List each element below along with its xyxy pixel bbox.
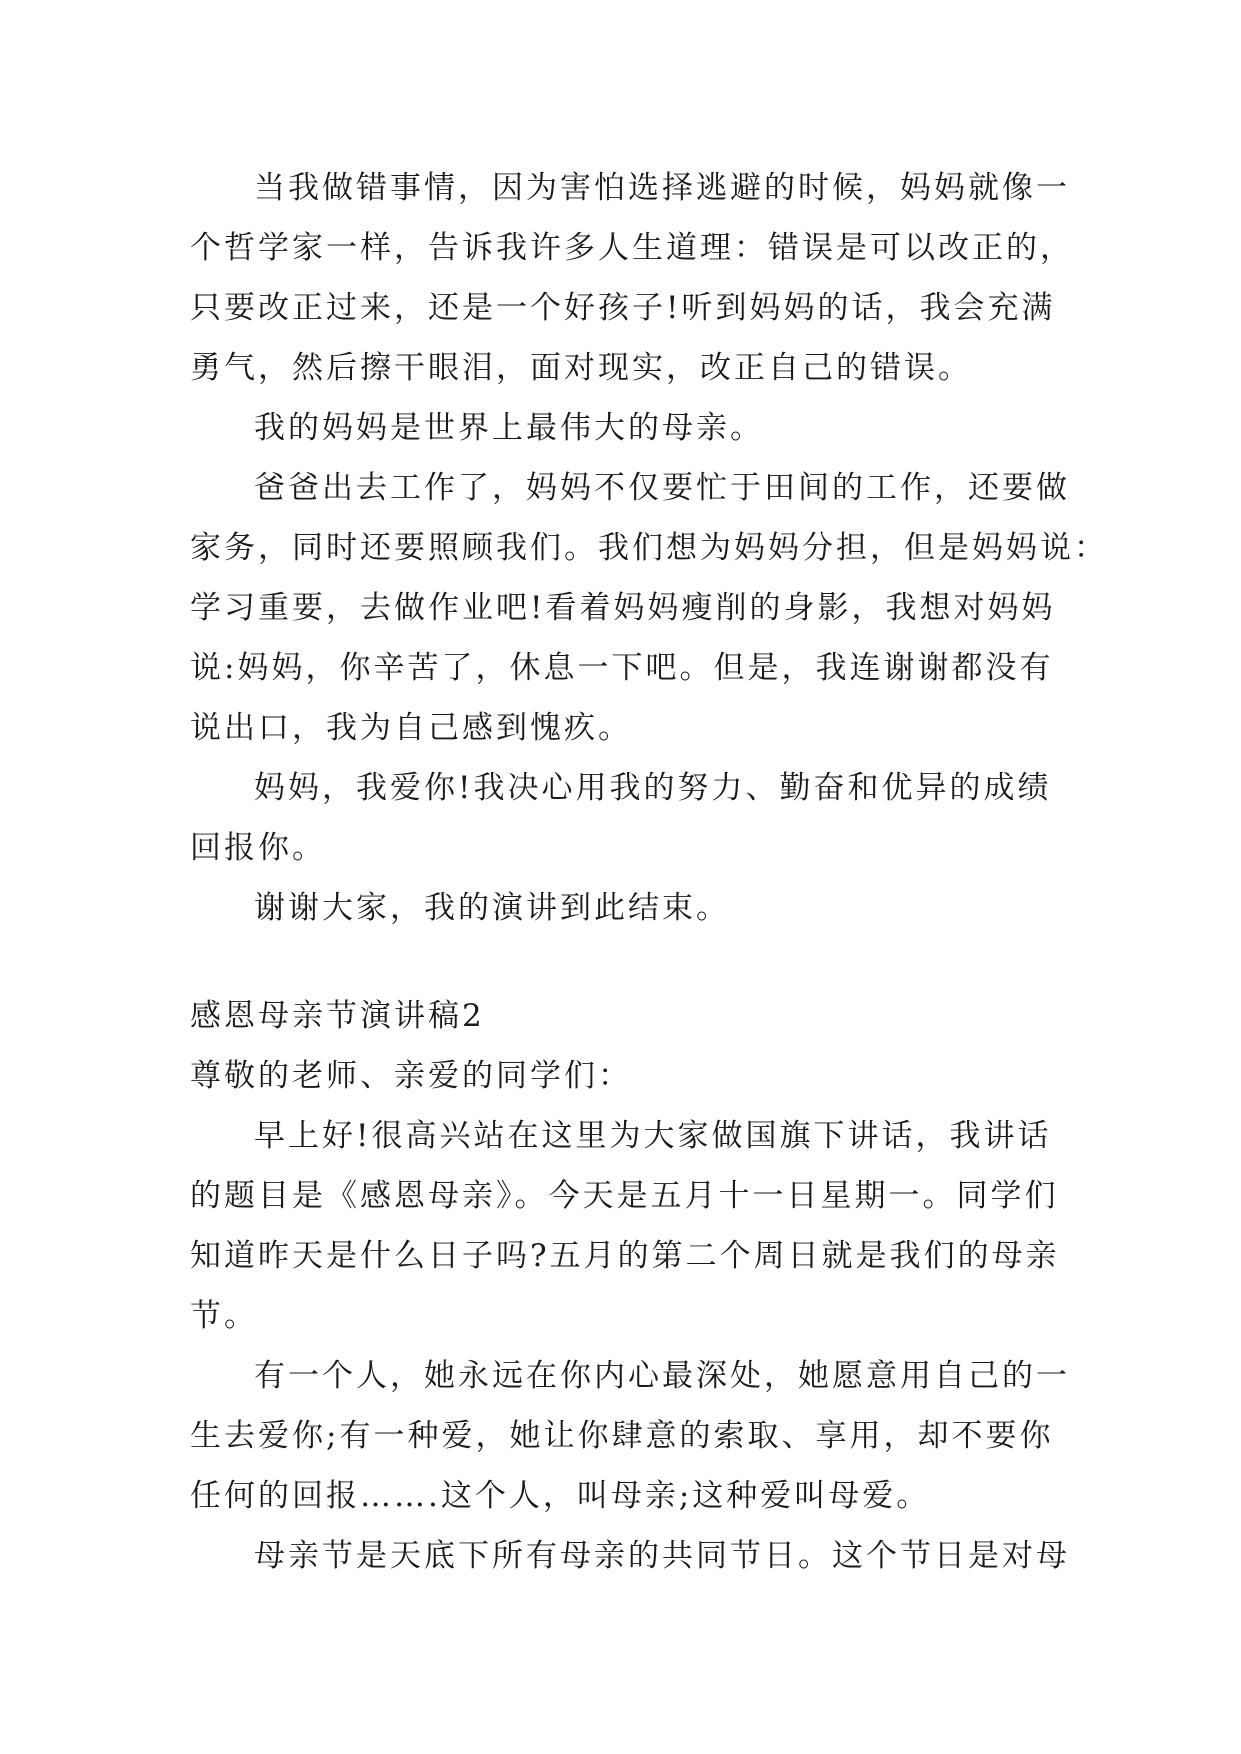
text-line: 回报你。	[190, 830, 326, 866]
text-line: 妈妈，我爱你!我决心用我的努力、勤奋和优异的成绩	[254, 770, 1052, 806]
text-line: 说:妈妈，你辛苦了，休息一下吧。但是，我连谢谢都没有	[190, 650, 1054, 686]
paragraph	[190, 458, 1108, 758]
paragraph	[190, 1106, 1070, 1346]
paragraph	[190, 878, 1070, 938]
text-line: 有一个人，她永远在你内心最深处，她愿意用自己的一	[254, 1358, 1070, 1394]
text-line: 知道昨天是什么日子吗?五月的第二个周日就是我们的母亲	[190, 1238, 1060, 1274]
text-line: 家务，同时还要照顾我们。我们想为妈妈分担，但是妈妈说：	[190, 530, 1108, 566]
text-line: 我的妈妈是世界上最伟大的母亲。	[254, 410, 764, 446]
text-line: 生去爱你;有一种爱，她让你肆意的索取、享用，却不要你	[190, 1418, 1054, 1454]
text-line: 的题目是《感恩母亲》。今天是五月十一日星期一。同学们	[190, 1178, 1059, 1214]
text-line: 勇气，然后擦干眼泪，面对现实，改正自己的错误。	[190, 350, 972, 386]
salutation: 尊敬的老师、亲爱的同学们：	[190, 1058, 632, 1094]
text-line: 个哲学家一样，告诉我许多人生道理：错误是可以改正的，	[190, 230, 1074, 266]
text-line: 只要改正过来，还是一个好孩子!听到妈妈的话，我会充满	[190, 290, 1056, 326]
text-line: 爸爸出去工作了，妈妈不仅要忙于田间的工作，还要做	[254, 470, 1070, 506]
section-title: 感恩母亲节演讲稿2	[190, 998, 485, 1034]
paragraph	[190, 1346, 1070, 1526]
text-line: 当我做错事情，因为害怕选择逃避的时候，妈妈就像一	[254, 170, 1070, 206]
text-line: 学习重要，去做作业吧!看着妈妈瘦削的身影，我想对妈妈	[190, 590, 1056, 626]
section-gap	[190, 938, 1070, 986]
paragraph	[190, 758, 1070, 878]
document-body	[190, 158, 1108, 1586]
text-line: 节。	[190, 1298, 258, 1334]
text-line: 母亲节是天底下所有母亲的共同节日。这个节日是对母	[254, 1538, 1070, 1574]
text-line: 早上好!很高兴站在这里为大家做国旗下讲话，我讲话	[254, 1118, 1052, 1154]
paragraph	[190, 1526, 1070, 1586]
paragraph	[190, 158, 1074, 398]
paragraph	[190, 398, 1070, 458]
text-line: 谢谢大家，我的演讲到此结束。	[254, 890, 730, 926]
text-line: 任何的回报…….这个人，叫母亲;这种爱叫母爱。	[190, 1478, 931, 1514]
text-line: 说出口，我为自己感到愧疚。	[190, 710, 632, 746]
